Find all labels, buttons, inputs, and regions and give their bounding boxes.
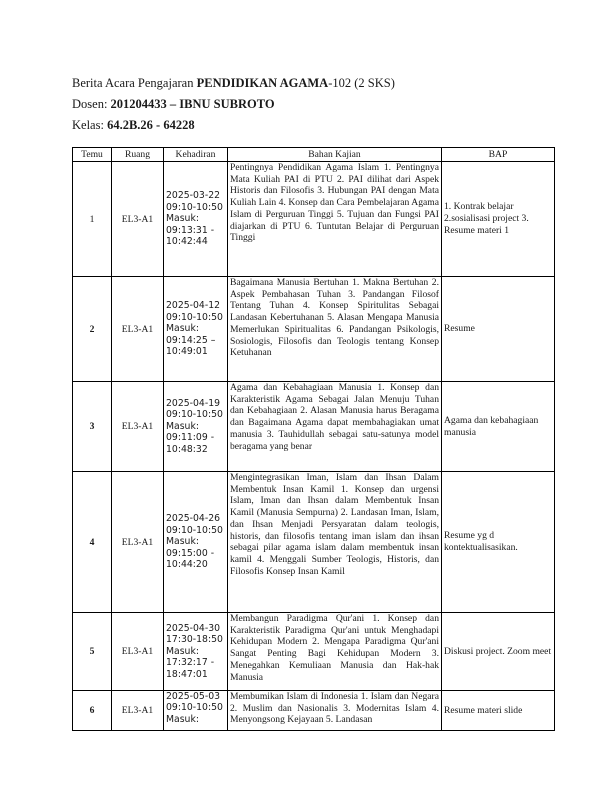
check-out-time: 18:47:01 (166, 668, 208, 680)
session-date: 2025-04-30 (166, 622, 221, 634)
table-row (73, 162, 555, 277)
session-time: 09:10-10:50 (166, 311, 223, 323)
check-out-time: 10:42:44 (166, 236, 208, 248)
kehadiran-cell (164, 382, 228, 472)
ruang-cell: EL3-A1 (112, 691, 164, 731)
kehadiran-cell (164, 277, 228, 382)
class-line (72, 115, 395, 136)
session-date: 2025-04-19 (166, 397, 221, 409)
bap-cell: Resume yg d kontektualisasikan. (442, 472, 555, 613)
col-header-ruang: Ruang (112, 148, 164, 162)
check-in-time: 17:32:17 - (166, 657, 215, 669)
masuk-label: Masuk: (166, 323, 199, 335)
col-header-kehadiran: Kehadiran (164, 148, 228, 162)
ruang-cell: EL3-A1 (112, 162, 164, 277)
col-header-bahan-kajian: Bahan Kajian (228, 148, 442, 162)
ruang-cell: EL3-A1 (112, 382, 164, 472)
document-header (72, 73, 395, 136)
lecturer-line (72, 94, 395, 115)
temu-cell: 6 (73, 691, 112, 731)
bahan-kajian-cell: Pentingnya Pendidikan Agama Islam 1. Pentingnya Mata Kuliah PAI di PTU 2. PAI dilihat dari Aspek Historis dan Filosofis 3. Hubungan PAI dengan Mata Kuliah Lain 4. Konsep dan Cara Pembelajaran Agama Islam di Perguruan Tinggi 5. Tujuan dan Fungsi PAI diajarkan di PTU 6. Tuntutan Belajar di Perguruan Tinggi (228, 162, 442, 277)
table-row (73, 277, 555, 382)
session-time: 09:10-10:50 (166, 524, 223, 536)
table-row (73, 691, 555, 731)
lecturer-label: Dosen: (72, 97, 111, 111)
session-date: 2025-03-22 (166, 190, 221, 202)
temu-cell: 1 (73, 162, 112, 277)
masuk-label: Masuk: (166, 713, 199, 725)
attendance-table (72, 147, 555, 731)
table-header-row (73, 148, 555, 162)
kehadiran-cell (164, 472, 228, 613)
bahan-kajian-cell: Membumikan Islam di Indonesia 1. Islam dan Negara 2. Muslim dan Nasionalis 3. Modernitas Islam 4. Menyongsong Kejayaan 5. Landasan (228, 691, 442, 731)
bahan-kajian-cell: Bagaimana Manusia Bertuhan 1. Makna Bertuhan 2. Aspek Pembahasan Tuhan 3. Pandangan Filosof Tentang Tuhan 4. Konsep Spiritulitas Sebagai Landasan Kebertuhanan 5. Alasan Mengapa Manusia Memerlukan Spiritualitas 6. Pandangan Psikologis, Sosiologis, Filosofis dan Teologis tentang Konsep Ketuhanan (228, 277, 442, 382)
ruang-cell: EL3-A1 (112, 613, 164, 691)
check-out-time: 10:44:20 (166, 559, 208, 571)
report-title-line (72, 73, 395, 94)
masuk-label: Masuk: (166, 213, 199, 225)
session-time: 17:30-18:50 (166, 634, 223, 646)
check-in-time: 09:14:25 – (166, 334, 216, 346)
check-out-time: 10:48:32 (166, 443, 208, 455)
bahan-kajian-cell: Mengintegrasikan Iman, Islam dan Ihsan Dalam Membentuk Insan Kamil 1. Konsep dan urgensi Islam, Iman dan Ihsan dalam Membentuk Insan Kamil (Manusia Sempurna) 2. Landasan Iman, Islam, dan Ihsan Menjadi Persyaratan dalam teologis, historis, dan filosofis tentang iman islam dan ihsan sebagai pilar agama islam dalam membentuk insan kamil 4. Menggali Sumber Teologis, Historis, dan Filosofis Konsep Insan Kamil (228, 472, 442, 613)
session-time: 09:10-10:50 (166, 409, 223, 421)
temu-cell: 2 (73, 277, 112, 382)
masuk-label: Masuk: (166, 536, 199, 548)
temu-cell: 3 (73, 382, 112, 472)
course-name: PENDIDIKAN AGAMA (196, 76, 329, 90)
session-date: 2025-04-26 (166, 513, 221, 525)
check-in-time: 09:15:00 - (166, 547, 215, 559)
ruang-cell: EL3-A1 (112, 277, 164, 382)
bap-cell: 1. Kontrak belajar 2.sosialisasi project 3. Resume materi 1 (442, 162, 555, 277)
masuk-label: Masuk: (166, 420, 199, 432)
session-date: 2025-04-12 (166, 300, 221, 312)
check-in-time: 09:11:09 - (166, 432, 215, 444)
col-header-bap: BAP (442, 148, 555, 162)
kehadiran-cell (164, 691, 228, 731)
report-title-prefix: Berita Acara Pengajaran (72, 76, 197, 90)
class-value: 64.2B.26 - 64228 (107, 118, 195, 132)
session-time: 09:10-10:50 (166, 702, 223, 714)
bap-cell: Agama dan kebahagiaan manusia (442, 382, 555, 472)
kehadiran-cell (164, 162, 228, 277)
bap-cell: Resume (442, 277, 555, 382)
kehadiran-cell (164, 613, 228, 691)
bahan-kajian-cell: Membangun Paradigma Qur'ani 1. Konsep dan Karakteristik Paradigma Qur'ani untuk Menghadapi Kehidupan Modern 2. Mengapa Paradigma Qur'ani Sangat Penting Bagi Kehidupan Modern 3. Menegahkan Kemuliaan Manusia dan Hak-hak Manusia (228, 613, 442, 691)
course-suffix: -102 (2 SKS) (328, 76, 395, 90)
bap-cell: Resume materi slide (442, 691, 555, 731)
table-row (73, 382, 555, 472)
temu-cell: 5 (73, 613, 112, 691)
check-out-time: 10:49:01 (166, 346, 208, 358)
lecturer-value: 201204433 – IBNU SUBROTO (110, 97, 275, 111)
check-in-time: 09:13:31 - (166, 224, 215, 236)
ruang-cell: EL3-A1 (112, 472, 164, 613)
temu-cell: 4 (73, 472, 112, 613)
col-header-temu: Temu (73, 148, 112, 162)
table-row (73, 613, 555, 691)
table-row (73, 472, 555, 613)
masuk-label: Masuk: (166, 645, 199, 657)
bahan-kajian-cell: Agama dan Kebahagiaan Manusia 1. Konsep dan Karakteristik Agama Sebagai Jalan Menuju Tuhan dan Kebahagiaan 2. Alasan Manusia harus Beragama dan Bagaimana Agama dapat membahagiakan umat manusia 3. Tauhidullah sebagai satu-satunya model beragama yang benar (228, 382, 442, 472)
session-date: 2025-05-03 (166, 691, 221, 702)
session-time: 09:10-10:50 (166, 201, 223, 213)
class-label: Kelas: (72, 118, 108, 132)
bap-cell: Diskusi project. Zoom meet (442, 613, 555, 691)
